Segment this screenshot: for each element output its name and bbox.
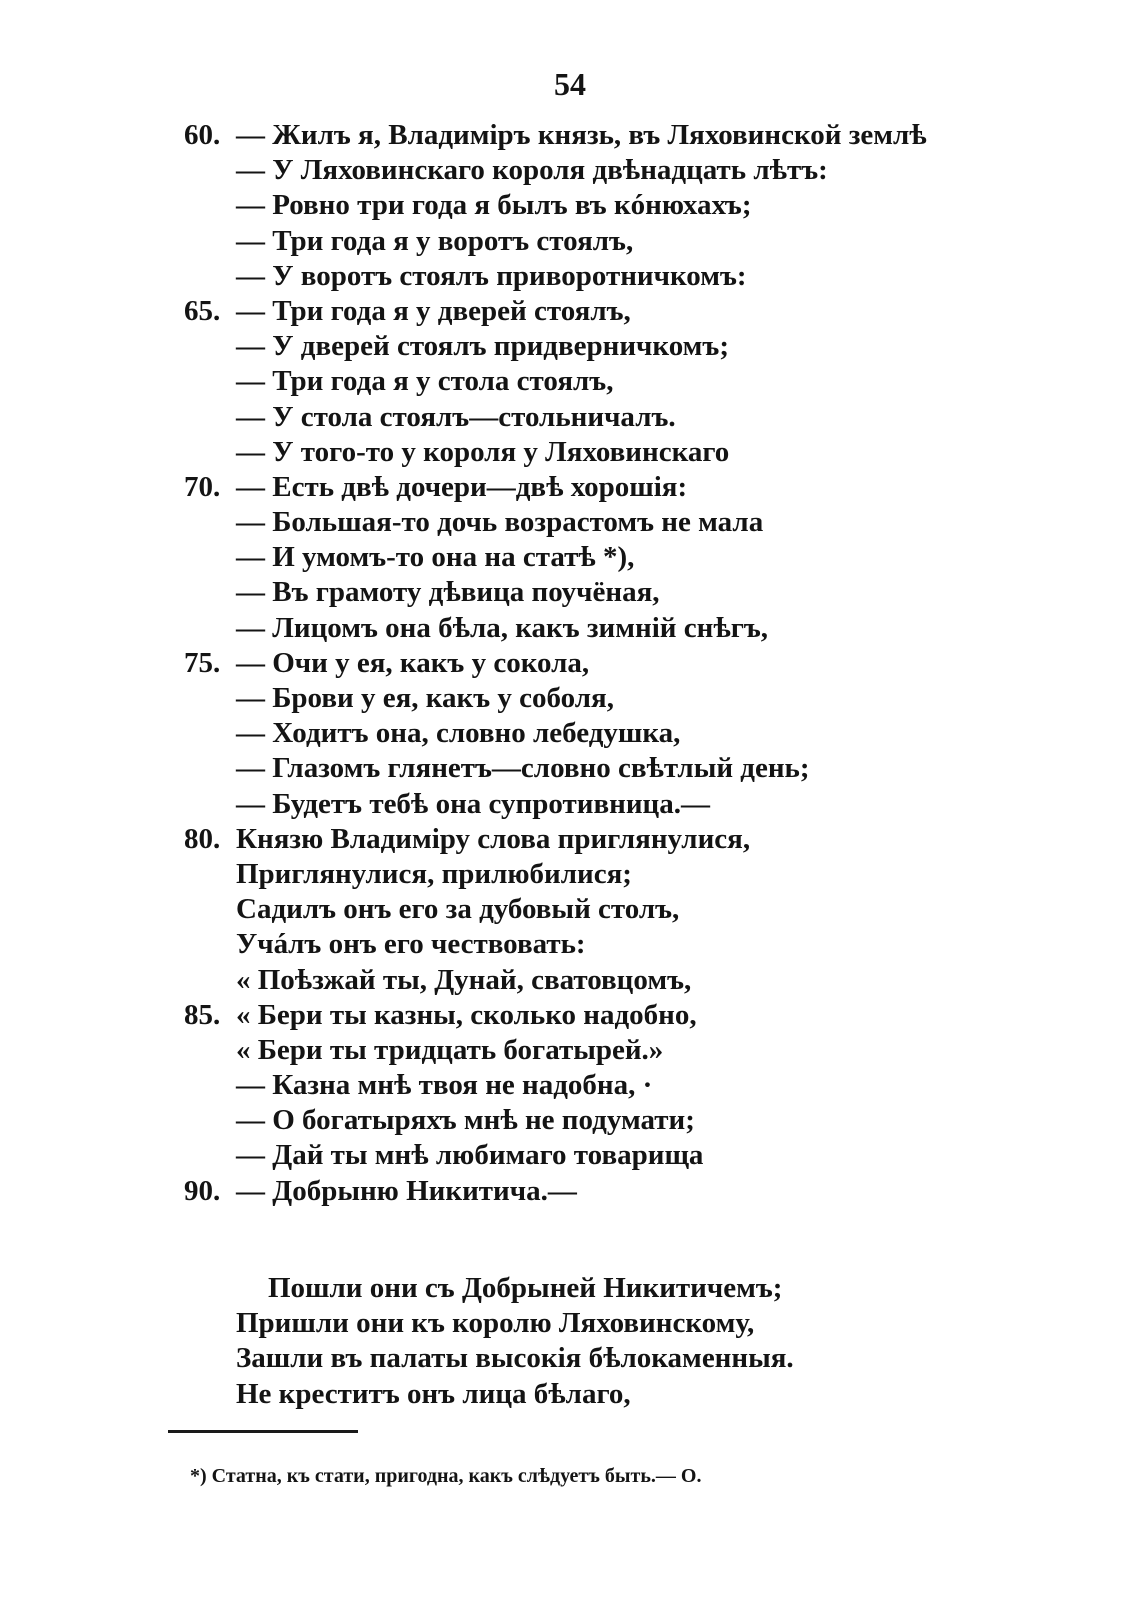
line-number: 80. bbox=[184, 822, 221, 855]
line-text: — Дай ты мнѣ любимаго товарища bbox=[236, 1139, 704, 1172]
line-text: Приглянулися, прилюбилися; bbox=[236, 857, 632, 890]
poem-line bbox=[0, 364, 1140, 399]
poem-line bbox=[0, 963, 1140, 998]
poem-line bbox=[0, 751, 1140, 786]
stanza-line bbox=[0, 1271, 1140, 1306]
poem-line bbox=[0, 611, 1140, 646]
line-text: « Бери ты казны, сколько надобно, bbox=[236, 998, 697, 1031]
poem-line bbox=[0, 259, 1140, 294]
line-text: Князю Владимiру слова приглянулися, bbox=[236, 822, 751, 855]
poem-line bbox=[0, 822, 1140, 857]
stanza-line-text: Не креститъ онъ лица бѣлаго, bbox=[236, 1377, 631, 1410]
stanza-line-text: Зашли въ палаты высокiя бѣлокаменныя. bbox=[236, 1342, 794, 1375]
poem-line bbox=[0, 400, 1140, 435]
line-text: — Три года я у стола стоялъ, bbox=[236, 365, 614, 398]
poem-line bbox=[0, 1138, 1140, 1173]
line-number: 65. bbox=[184, 294, 221, 327]
poem-line bbox=[0, 224, 1140, 259]
poem-line bbox=[0, 153, 1140, 188]
poem-line bbox=[0, 1174, 1140, 1209]
line-text: — Три года я у воротъ стоялъ, bbox=[236, 224, 634, 257]
poem-line bbox=[0, 998, 1140, 1033]
footnote-rule bbox=[168, 1430, 358, 1433]
line-text: — Брови у ея, какъ у соболя, bbox=[236, 682, 614, 714]
poem-line bbox=[0, 646, 1140, 681]
line-text: — Въ грамоту дѣвица поучёная, bbox=[236, 576, 660, 609]
poem-line bbox=[0, 787, 1140, 822]
page-number: 54 bbox=[554, 66, 586, 102]
line-number: 85. bbox=[184, 998, 221, 1031]
poem-line bbox=[0, 681, 1140, 716]
poem-line bbox=[0, 1068, 1140, 1103]
stanza-line bbox=[0, 1377, 1140, 1412]
poem-line bbox=[0, 470, 1140, 505]
line-text: Садилъ онъ его за дубовый столъ, bbox=[236, 893, 680, 926]
poem-line bbox=[0, 1103, 1140, 1138]
line-text: « Поѣзжай ты, Дунай, сватовцомъ, bbox=[236, 963, 692, 996]
line-text: — Жилъ я, Владимiръ князь, въ Ляховинской землѣ bbox=[236, 119, 927, 151]
poem-line bbox=[0, 857, 1140, 892]
poem-line bbox=[0, 188, 1140, 223]
line-text: — Ровно три года я былъ въ кóнюхахъ; bbox=[236, 189, 752, 222]
poem-line bbox=[0, 118, 1140, 153]
line-text: Учáлъ онъ его чествовать: bbox=[236, 928, 586, 961]
line-text: — У Ляховинскаго короля двѣнадцать лѣтъ: bbox=[236, 154, 828, 187]
line-text: — И умомъ-то она на статѣ *), bbox=[236, 541, 635, 574]
poem-body bbox=[0, 118, 1140, 1209]
line-text: — Лицомъ она бѣла, какъ зимнiй снѣгъ, bbox=[236, 611, 769, 644]
line-text: — У того-то у короля у Ляховинскаго bbox=[236, 435, 730, 468]
stanza-line bbox=[0, 1306, 1140, 1341]
poem-line bbox=[0, 435, 1140, 470]
line-text: — О богатыряхъ мнѣ не подумати; bbox=[236, 1104, 695, 1137]
stanza-line-text: Пошли они съ Добрыней Никитичемъ; bbox=[268, 1272, 783, 1304]
stanza-line bbox=[0, 1341, 1140, 1376]
poem-line bbox=[0, 892, 1140, 927]
line-text: — Глазомъ глянетъ—словно свѣтлый день; bbox=[236, 752, 810, 785]
poem-line bbox=[0, 505, 1140, 540]
line-text: — У дверей стоялъ придверничкомъ; bbox=[236, 330, 729, 363]
line-number: 75. bbox=[184, 646, 221, 679]
poem-line bbox=[0, 540, 1140, 575]
line-text: — Есть двѣ дочери—двѣ хорошiя: bbox=[236, 470, 688, 503]
second-stanza bbox=[0, 1271, 1140, 1412]
line-number: 60. bbox=[184, 119, 221, 151]
poem-line bbox=[0, 1033, 1140, 1068]
line-text: — Большая-то дочь возрастомъ не мала bbox=[236, 506, 764, 539]
poem-line bbox=[0, 575, 1140, 610]
poem-line bbox=[0, 716, 1140, 751]
poem-line bbox=[0, 294, 1140, 329]
line-text: — У воротъ стоялъ приворотничкомъ: bbox=[236, 259, 747, 292]
line-number: 70. bbox=[184, 470, 221, 503]
poem-line bbox=[0, 927, 1140, 962]
line-number: 90. bbox=[184, 1174, 221, 1207]
line-text: « Бери ты тридцать богатырей.» bbox=[236, 1033, 664, 1066]
stanza-line-text: Пришли они къ королю Ляховинскому, bbox=[236, 1307, 755, 1340]
line-text: — Ходитъ она, словно лебедушка, bbox=[236, 717, 681, 750]
poem-line bbox=[0, 329, 1140, 364]
line-text: — Добрыню Никитича.— bbox=[236, 1174, 577, 1207]
line-text: — Казна мнѣ твоя не надобна, · bbox=[236, 1069, 653, 1102]
footnote: *) Статна, къ стати, пригодна, какъ слѣдуетъ быть.— О. bbox=[190, 1465, 702, 1487]
line-text: — У стола стоялъ—стольничалъ. bbox=[236, 400, 676, 433]
line-text: — Очи у ея, какъ у сокола, bbox=[236, 646, 590, 679]
line-text: — Будетъ тебѣ она супротивница.— bbox=[236, 787, 710, 820]
line-text: — Три года я у дверей стоялъ, bbox=[236, 294, 631, 327]
